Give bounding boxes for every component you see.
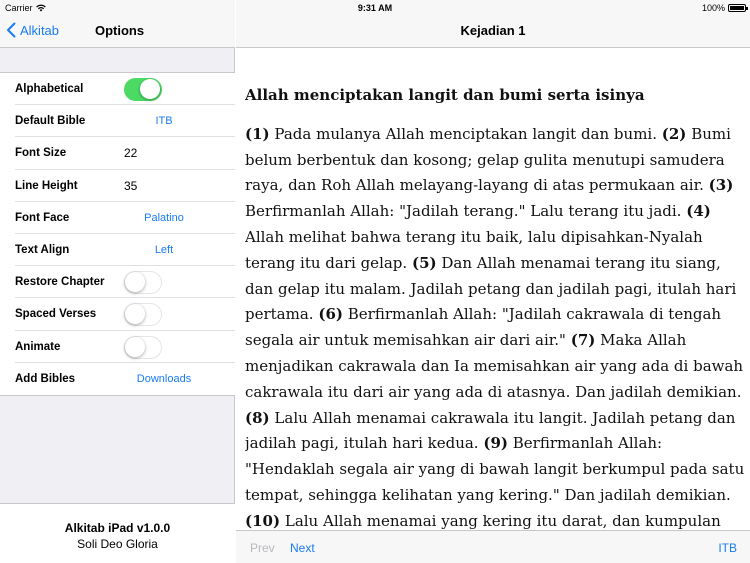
toggle-knob (140, 79, 160, 99)
setting-line-height (0, 170, 235, 202)
app-version: Alkitab iPad v1.0.0 (64, 521, 171, 535)
toggle-knob (125, 304, 145, 324)
verse-number: (2) (661, 124, 687, 143)
setting-label: Line Height (15, 179, 78, 192)
font-face-selector[interactable]: Palatino (144, 211, 184, 224)
battery-percentage: 100% (701, 3, 725, 13)
section-heading: Allah menciptakan langit dan bumi serta isinya (245, 86, 645, 104)
verse-body: Maka Allah menjadikan cakrawala dan Ia memisahkan air yang ada di bawah cakrawala itu dari air yang ada di atasnya. Dan jadilah demikian. (245, 331, 744, 401)
setting-label: Font Face (15, 211, 70, 224)
verse-text (245, 122, 745, 530)
options-title: Options (95, 23, 145, 38)
prev-button[interactable]: Prev (250, 541, 275, 555)
verse-body: Berfirmanlah Allah: "Jadilah terang." Lalu terang itu jadi. (245, 202, 682, 221)
verse-number: (8) (245, 408, 270, 427)
setting-animate (0, 331, 235, 363)
setting-label: Add Bibles (15, 372, 76, 385)
back-button[interactable] (6, 22, 59, 38)
status-bar (0, 0, 750, 16)
verse-number: (10) (245, 511, 281, 530)
verse-number: (9) (483, 434, 508, 453)
setting-add-bibles (0, 363, 235, 395)
app-info-footer (0, 503, 235, 563)
carrier-label: Carrier (5, 3, 33, 13)
downloads-link[interactable]: Downloads (136, 372, 192, 385)
verse-number: (6) (318, 305, 343, 324)
setting-label: Font Size (15, 147, 67, 160)
reader-panel (236, 0, 750, 563)
verse-body: Pada mulanya Allah menciptakan langit dan bumi. (274, 124, 657, 143)
setting-label: Alphabetical (15, 83, 84, 96)
verse-body: Dan Allah menamai terang itu siang, dan gelap itu malam. Jadilah petang dan jadilah pagi, itulah hari pertama. (245, 253, 737, 324)
setting-restore-chapter (0, 266, 235, 298)
toggle-knob (125, 337, 145, 357)
text-align-selector[interactable]: Left (154, 244, 174, 257)
verse-body: Allah melihat bahwa terang itu baik, lalu dipisahkan-Nyalah terang itu dari gelap. (245, 227, 703, 272)
setting-label: Animate (15, 340, 61, 353)
setting-label: Restore Chapter (15, 276, 105, 289)
setting-font-size (0, 137, 235, 169)
bible-version-button[interactable]: ITB (718, 541, 737, 555)
animate-toggle[interactable] (124, 336, 162, 359)
settings-list (0, 72, 235, 396)
setting-alphabetical (0, 73, 235, 105)
chapter-title: Kejadian 1 (460, 23, 526, 38)
setting-label: Spaced Verses (15, 308, 97, 321)
setting-spaced-verses (0, 298, 235, 330)
verse-number: (1) (245, 124, 270, 143)
font-size-value[interactable]: 22 (124, 146, 138, 161)
restore-chapter-toggle[interactable] (124, 271, 162, 294)
alphabetical-toggle[interactable] (124, 78, 162, 101)
verse-number: (4) (686, 202, 711, 221)
verse-body: Berfirmanlah Allah: "Hendaklah segala air yang di bawah langit berkumpul pada satu tempat, sehingga kelihatan yang kering." Dan jadilah demikian. (245, 434, 745, 504)
battery-indicator (702, 3, 746, 13)
verse-number: (7) (570, 331, 596, 350)
app-motto: Soli Deo Gloria (77, 537, 158, 551)
verse-number: (3) (708, 176, 734, 195)
battery-icon (728, 4, 746, 12)
chapter-content[interactable] (245, 83, 745, 530)
reader-toolbar (236, 530, 750, 563)
status-time: 9:31 AM (357, 3, 393, 13)
default-bible-selector[interactable]: ITB (155, 115, 173, 128)
verse-body: Lalu Allah menamai cakrawala itu langit. Jadilah petang dan jadilah pagi, itulah hari kedua. (245, 408, 736, 453)
setting-default-bible (0, 105, 235, 137)
verse-body: Bumi belum berbentuk dan kosong; gelap gulita menutupi samudera raya, dan Roh Allah melayang-layang di atas permukaan air. (245, 124, 731, 195)
options-panel (0, 0, 235, 563)
verse-number: (5) (411, 253, 437, 272)
toggle-knob (125, 272, 145, 292)
setting-text-align (0, 234, 235, 266)
chevron-left-icon (6, 22, 16, 38)
setting-label: Default Bible (15, 115, 86, 128)
verse-body: Berfirmanlah Allah: "Jadilah cakrawala di tengah segala air untuk memisahkan air dari air." (245, 305, 722, 350)
back-button-label: Alkitab (20, 22, 60, 38)
verse-body: Lalu Allah menamai yang kering itu darat, dan kumpulan (284, 511, 721, 530)
spaced-verses-toggle[interactable] (124, 303, 162, 326)
setting-font-face (0, 202, 235, 234)
line-height-value[interactable]: 35 (124, 178, 138, 193)
next-button[interactable]: Next (290, 541, 315, 555)
setting-label: Text Align (15, 244, 70, 257)
